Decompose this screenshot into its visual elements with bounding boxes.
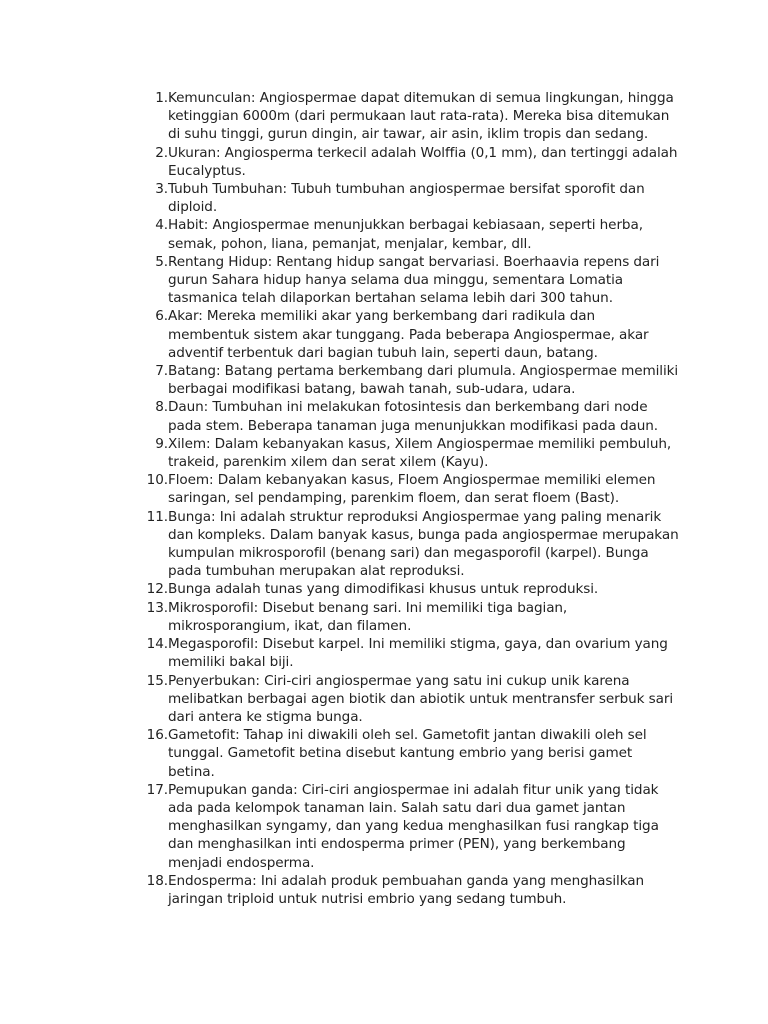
list-item-number: 17. — [146, 781, 168, 798]
list-item-text: Penyerbukan: Ciri-ciri angiospermae yang satu ini cukup unik karena melibatkan berbagai agen biotik dan abiotik untuk mentransfer serbuk sari dari antera ke stigma bunga. — [168, 672, 674, 725]
list-item-number: 18. — [146, 872, 168, 889]
list-item-text: Xilem: Dalam kebanyakan kasus, Xilem Angiospermae memiliki pembuluh, trakeid, parenkim xilem dan serat xilem (Kayu). — [168, 435, 672, 471]
list-item-number: 14. — [146, 636, 168, 653]
list-item-number: 5. — [155, 253, 168, 270]
list-item-text: Rentang Hidup: Rentang hidup sangat bervariasi. Boerhaavia repens dari gurun Sahara hidup hanya selama dua minggu, sementara Lomatia tasmanica telah dilaporkan bertahan selama lebih dari 300 tahun. — [168, 253, 660, 307]
list-item — [140, 726, 680, 781]
list-item-text: Batang: Batang pertama berkembang dari plumula. Angiospermae memiliki berbagai modifikasi batang, bawah tanah, sub-udara, udara. — [168, 363, 679, 398]
list-item — [140, 216, 680, 252]
list-item — [140, 89, 680, 144]
list-item-number: 12. — [146, 581, 168, 598]
list-item-number: 4. — [155, 217, 168, 234]
list-item-number: 13. — [146, 599, 168, 616]
list-item-number: 2. — [155, 144, 168, 161]
list-item-text: Akar: Mereka memiliki akar yang berkembang dari radikula dan membentuk sistem akar tunggang. Pada beberapa Angiospermae, akar adventif terbentuk dari bagian tubuh lain, seperti daun, batang. — [168, 308, 649, 361]
list-item — [140, 144, 680, 180]
list-item — [140, 307, 680, 362]
list-item-text: Tubuh Tumbuhan: Tubuh tumbuhan angiospermae bersifat sporofit dan diploid. — [168, 181, 645, 216]
list-item — [140, 398, 680, 434]
list-item-text: Pemupukan ganda: Ciri-ciri angiospermae ini adalah fitur unik yang tidak ada pada kelompok tanaman lain. Salah satu dari dua gamet jantan menghasilkan syngamy, dan yang kedua menghasilkan fusi rangkap tiga dan menghasilkan inti endosperma primer (PEN), yang berkembang menjadi endosperma. — [168, 781, 659, 871]
list-item — [140, 635, 680, 671]
list-item — [140, 471, 680, 507]
list-item-number: 10. — [146, 472, 168, 489]
list-item-number: 7. — [155, 363, 168, 380]
list-item — [140, 180, 680, 216]
list-item-text: Kemunculan: Angiospermae dapat ditemukan di semua lingkungan, hingga ketinggian 6000m (dari permukaan laut rata-rata). Mereka bisa ditemukan di suhu tinggi, gurun dingin, air tawar, air asin, iklim tropis dan sedang. — [168, 90, 674, 143]
list-item-text: Mikrosporofil: Disebut benang sari. Ini memiliki tiga bagian, mikrosporangium, ikat, dan filamen. — [168, 599, 568, 634]
list-item — [140, 672, 680, 727]
list-item — [140, 599, 680, 635]
list-item-text: Daun: Tumbuhan ini melakukan fotosintesis dan berkembang dari node pada stem. Beberapa tanaman juga menunjukkan modifikasi pada daun. — [168, 399, 659, 434]
list-item — [140, 872, 680, 908]
list-item — [140, 362, 680, 398]
list-item-text: Ukuran: Angiosperma terkecil adalah Wolffia (0,1 mm), dan tertinggi adalah Eucalyptus. — [168, 144, 678, 179]
list-item-text: Floem: Dalam kebanyakan kasus, Floem Angiospermae memiliki elemen saringan, sel pendamping, parenkim floem, dan serat floem (Bast). — [168, 472, 656, 507]
list-item-number: 3. — [155, 181, 168, 198]
list-item — [140, 508, 680, 581]
list-item-text: Bunga: Ini adalah struktur reproduksi Angiospermae yang paling menarik dan kompleks. Dalam banyak kasus, bunga pada angiospermae merupakan kumpulan mikrosporofil (benang sari) dan megasporofil (karpel). Bunga pada tumbuhan merupakan alat reproduksi. — [168, 508, 679, 580]
list-item — [140, 781, 680, 872]
list-item-number: 1. — [155, 90, 168, 106]
list-item-number: 8. — [155, 399, 168, 416]
list-item-text: Gametofit: Tahap ini diwakili oleh sel. Gametofit jantan diwakili oleh sel tunggal. Gametofit betina disebut kantung embrio yang berisi gamet betina. — [168, 727, 647, 780]
list-item-number: 6. — [155, 308, 168, 325]
list-item — [140, 435, 680, 471]
list-item — [140, 580, 680, 598]
list-item-number: 9. — [155, 435, 168, 452]
list-item-number: 15. — [146, 672, 168, 689]
list-item-text: Endosperma: Ini adalah produk pembuahan ganda yang menghasilkan jaringan triploid untuk nutrisi embrio yang sedang tumbuh. — [168, 872, 644, 907]
list-item-number: 16. — [146, 727, 168, 744]
list-item — [140, 253, 680, 308]
list-item-text: Habit: Angiospermae menunjukkan berbagai kebiasaan, seperti herba, semak, pohon, liana, pemanjat, menjalar, kembar, dll. — [168, 217, 643, 252]
numbered-list — [140, 89, 680, 908]
list-item-text: Megasporofil: Disebut karpel. Ini memiliki stigma, gaya, dan ovarium yang memiliki bakal biji. — [168, 636, 668, 671]
list-item-text: Bunga adalah tunas yang dimodifikasi khusus untuk reproduksi. — [168, 581, 599, 598]
list-item-number: 11. — [146, 508, 168, 525]
